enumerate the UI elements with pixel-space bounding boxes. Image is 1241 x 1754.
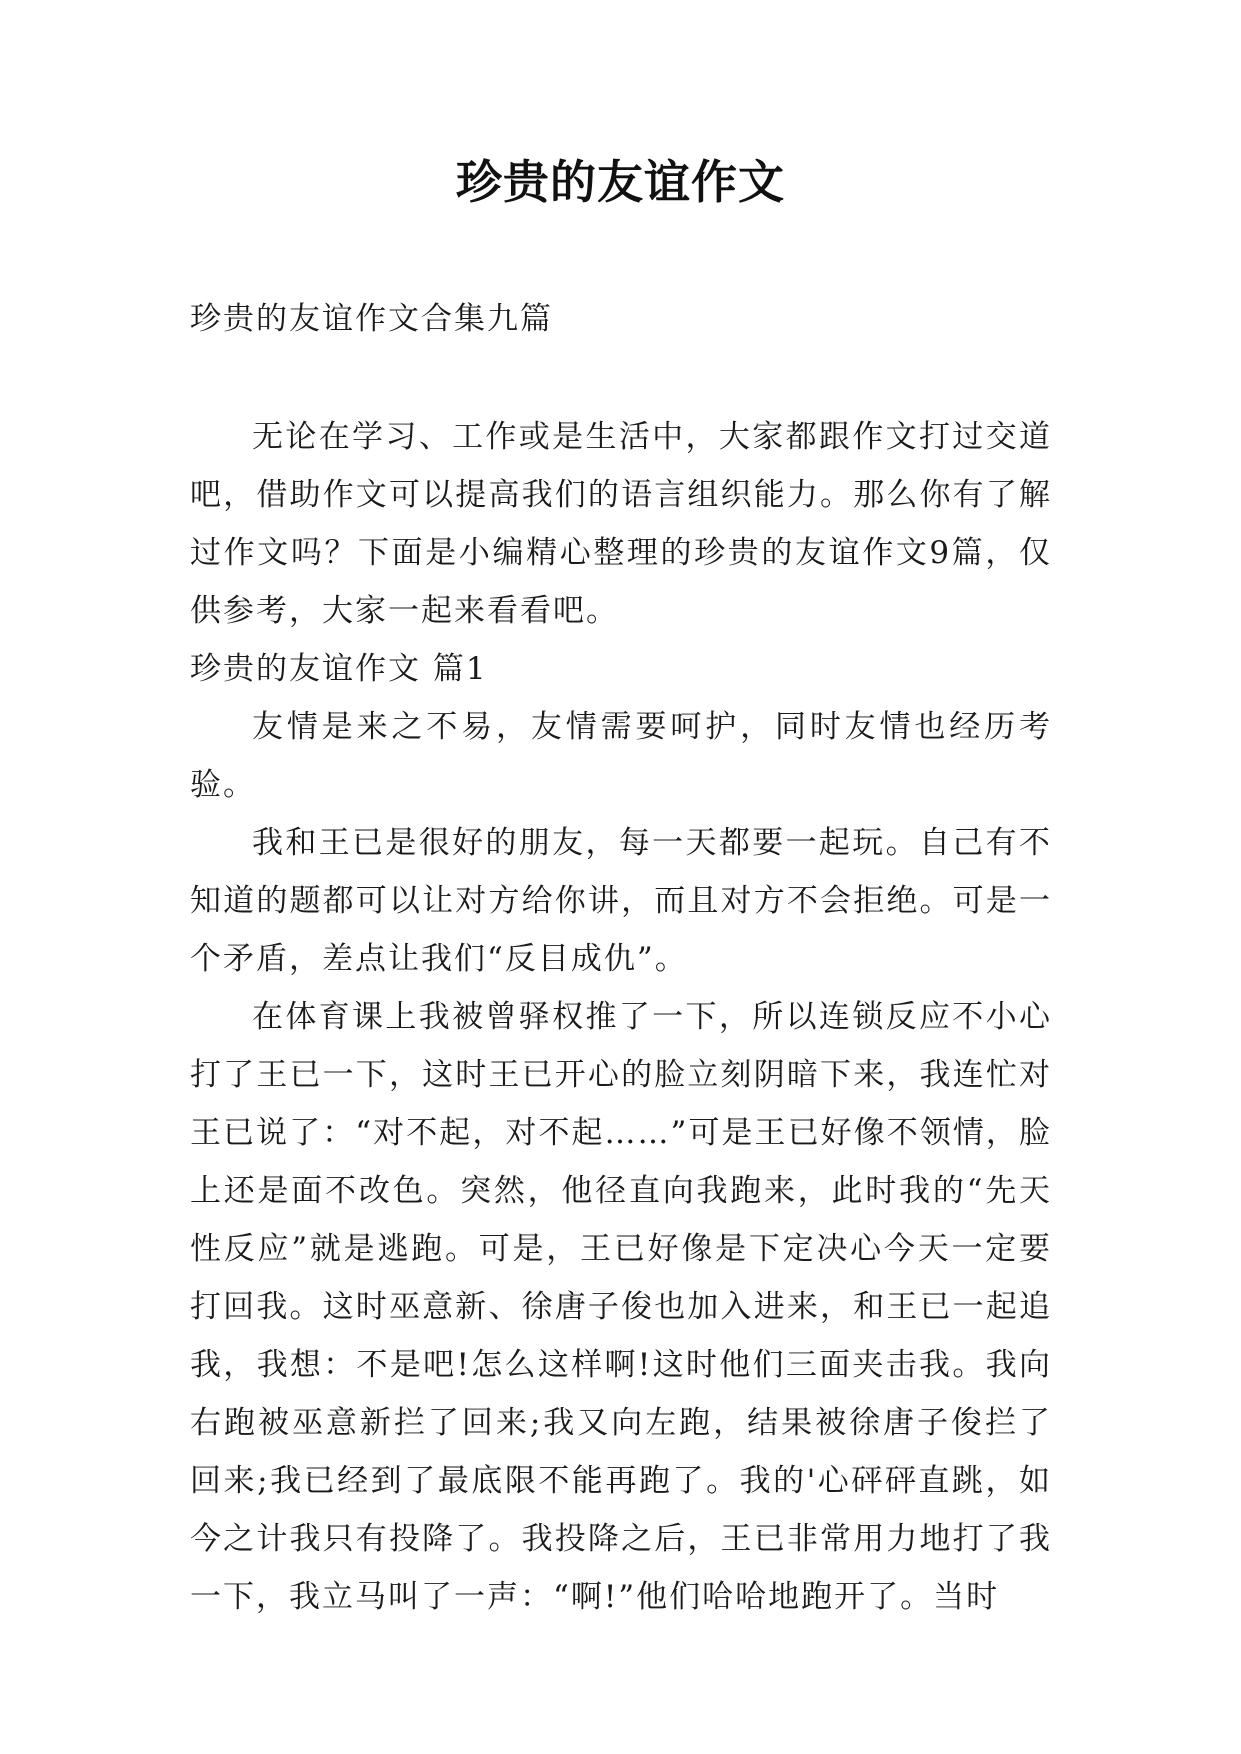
document-body [190, 290, 1052, 1626]
body-paragraph: 我和王已是很好的朋友，每一天都要一起玩。自己有不知道的题都可以让对方给你讲，而且对方不会拒绝。可是一个矛盾，差点让我们“反目成仇”。 [190, 825, 1052, 977]
document-subtitle: 珍贵的友谊作文合集九篇 [190, 301, 553, 337]
section-heading: 珍贵的友谊作文 篇1 [190, 651, 488, 687]
intro-paragraph: 无论在学习、工作或是生活中，大家都跟作文打过交道吧，借助作文可以提高我们的语言组织能力。那么你有了解过作文吗？下面是小编精心整理的珍贵的友谊作文9篇，仅供参考，大家一起来看看吧。 [190, 419, 1052, 629]
body-paragraph: 友情是来之不易，友情需要呵护，同时友情也经历考验。 [190, 709, 1052, 803]
body-paragraph: 在体育课上我被曾驿权推了一下，所以连锁反应不小心打了王已一下，这时王已开心的脸立刻阴暗下来，我连忙对王已说了：“对不起，对不起……”可是王已好像不领情，脸上还是面不改色。突然，他径直向我跑来，此时我的“先天性反应”就是逃跑。可是，王已好像是下定决心今天一定要打回我。这时巫意新、徐唐子俊也加入进来，和王已一起追我，我想：不是吧!怎么这样啊!这时他们三面夹击我。我向右跑被巫意新拦了回来;我又向左跑，结果被徐唐子俊拦了回来;我已经到了最底限不能再跑了。我的'心砰砰直跳，如今之计我只有投降了。我投降之后，王已非常用力地打了我一下，我立马叫了一声：“啊!”他们哈哈地跑开了。当时 [190, 999, 1052, 1615]
document-title: 珍贵的友谊作文 [456, 155, 785, 209]
